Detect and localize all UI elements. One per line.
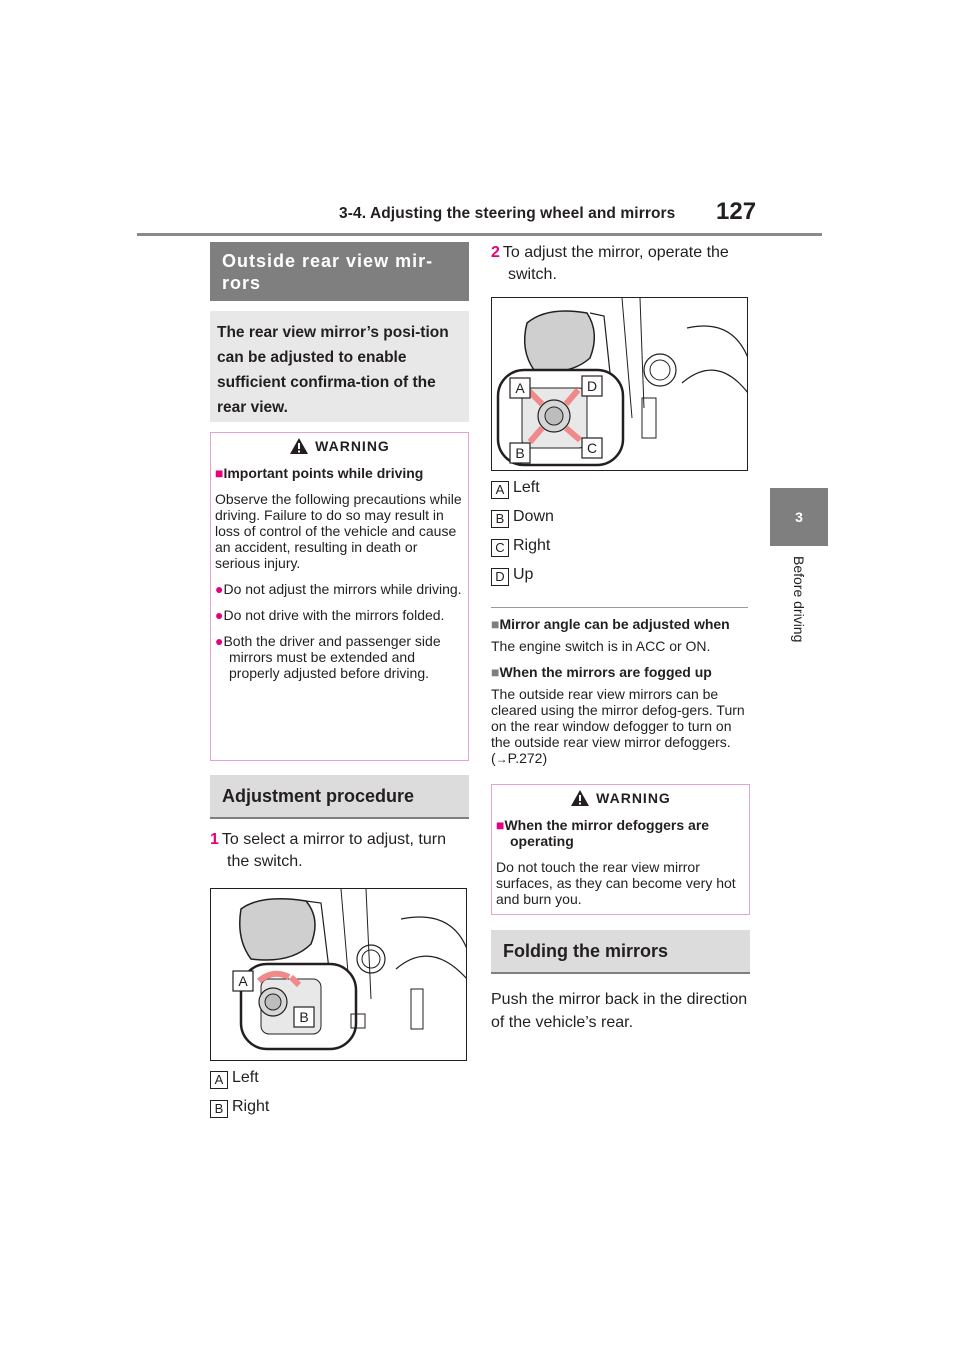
figure-mirror-select-switch — [210, 888, 467, 1061]
warning-bullet: ●Do not drive with the mirrors folded. — [215, 607, 445, 623]
warning-label: WARNING — [596, 790, 671, 806]
header-divider — [137, 233, 822, 236]
notes-divider — [491, 607, 748, 608]
chapter-label: Before driving — [791, 556, 807, 643]
warning-subtitle: ■When the mirror defoggers are operating — [496, 817, 710, 849]
figure-label-b: B — [515, 445, 525, 461]
step-2: 2 To adjust the mirror, operate the switch. — [491, 244, 729, 283]
note-title: ■Mirror angle can be adjusted when — [491, 616, 730, 632]
legend-item: C Right — [491, 537, 750, 557]
warning-triangle-icon — [289, 437, 309, 455]
figure-label-a: A — [238, 973, 248, 989]
note-title: ■When the mirrors are fogged up — [491, 664, 712, 680]
square-bullet-icon: ■ — [215, 465, 224, 481]
legend-key: A — [491, 481, 509, 499]
legend-item: A Left — [210, 1069, 469, 1089]
chapter-tab[interactable]: 3 — [770, 488, 828, 546]
page-header-title: 3-4. Adjusting the steering wheel and mirrors — [339, 205, 676, 222]
warning-header — [215, 433, 464, 465]
legend-item: A Left — [491, 479, 750, 499]
warning-subtitle: ■Important points while driving — [215, 465, 424, 481]
dot-bullet-icon: ● — [215, 581, 224, 597]
legend-key: B — [491, 510, 509, 528]
step-1: 1 To select a mirror to adjust, turn the switch. — [210, 831, 446, 870]
figure-label-a: A — [515, 380, 525, 396]
square-bullet-icon: ■ — [491, 664, 500, 680]
legend-key: C — [491, 539, 509, 557]
warning-bullet: ●Do not adjust the mirrors while driving. — [215, 581, 462, 597]
section-title-adjustment: Adjustment procedure — [210, 775, 469, 819]
page-ref-arrow-icon: → — [495, 752, 508, 766]
legend-item: D Up — [491, 566, 750, 586]
dot-bullet-icon: ● — [215, 607, 224, 623]
square-bullet-icon: ■ — [496, 817, 505, 833]
warning-label: WARNING — [315, 438, 390, 454]
legend-key: B — [210, 1100, 228, 1118]
legend-item: B Right — [210, 1098, 469, 1118]
warning-box-defoggers — [491, 784, 750, 915]
legend-item: B Down — [491, 508, 750, 528]
warning-body: Do not touch the rear view mirror surfaces, as they can become very hot and burn you. — [496, 859, 736, 907]
section-title-outside-mirrors: Outside rear view mir-rors — [210, 242, 469, 301]
legend-key: D — [491, 568, 509, 586]
figure-mirror-adjust-switch — [491, 297, 748, 471]
right-column — [491, 242, 750, 1034]
dot-bullet-icon: ● — [215, 633, 224, 649]
folding-instruction: Push the mirror back in the direction of the vehicle’s rear. — [491, 991, 748, 1031]
square-bullet-icon: ■ — [491, 616, 500, 632]
warning-box-driving — [210, 432, 469, 761]
figure-label-b: B — [299, 1009, 309, 1025]
page-reference-link[interactable]: P.272 — [507, 750, 543, 766]
warning-header — [496, 785, 745, 817]
section-intro: The rear view mirror’s posi-tion can be adjusted to enable sufficient confirma-tion of the rear view. — [210, 311, 469, 422]
warning-triangle-icon — [570, 789, 590, 807]
page-number: 127 — [716, 198, 757, 225]
left-column — [210, 242, 469, 1118]
mirror-adjust-illustration — [492, 298, 748, 471]
legend-key: A — [210, 1071, 228, 1089]
figure-label-c: C — [586, 440, 598, 456]
warning-body: Observe the following precautions while driving. Failure to do so may result in loss of control of the vehicle and cause an accident, resulting in death or serious injury. — [215, 491, 462, 571]
warning-bullet: ●Both the driver and passenger side mirrors must be extended and properly adjusted before driving. — [215, 633, 441, 681]
note-body: The outside rear view mirrors can be cleared using the mirror defog-gers. Turn on the rear window defogger to turn on the outside rear view mirror defoggers. (→P.272) — [491, 686, 745, 766]
section-title-folding: Folding the mirrors — [491, 930, 750, 974]
figure-label-d: D — [586, 378, 598, 394]
note-body: The engine switch is in ACC or ON. — [491, 638, 711, 654]
step-number: 1 — [210, 831, 219, 848]
step-number: 2 — [491, 244, 500, 261]
mirror-switch-illustration — [211, 889, 467, 1061]
